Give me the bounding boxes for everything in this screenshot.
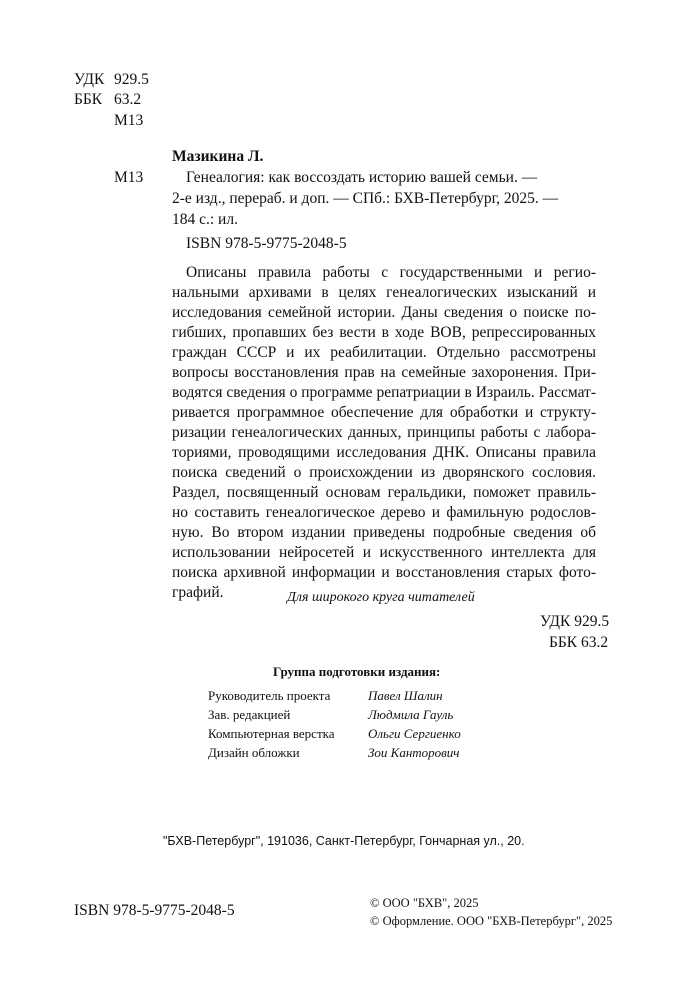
udk-right: УДК 929.5 (540, 613, 610, 630)
annotation-line: водятся сведения о программе репатриации в Израиль. Рассмат- (172, 384, 596, 401)
udk-label: УДК (74, 71, 105, 88)
record-title-line: Генеалогия: как воссоздать историю вашей семьи. — (186, 169, 538, 186)
annotation-line: ризации генеалогических данных, принципы работы с лабора- (172, 424, 596, 441)
bbk-label: ББК (74, 91, 103, 108)
annotation (172, 263, 596, 603)
team-name: Ольги Сергиенко (368, 726, 461, 741)
copyright-design: © Оформление. ООО "БХВ-Петербург", 2025 (370, 914, 613, 928)
annotation-line: поиска сведений о происхождении из дворянского сословия. (172, 464, 596, 481)
team-role: Зав. редакцией (208, 707, 291, 722)
udk-value: 929.5 (114, 71, 149, 88)
team-role: Дизайн обложки (208, 745, 300, 760)
record-pages-line: 184 с.: ил. (172, 211, 238, 228)
audience-note: Для широкого круга читателей (287, 590, 475, 605)
annotation-line: поиска архивной информации и восстановления старых фото- (172, 564, 596, 581)
author-mark-top: М13 (114, 112, 144, 129)
classification-bbk (74, 90, 141, 110)
team-role: Компьютерная верстка (208, 726, 335, 741)
copyright-bhv: © ООО "БХВ", 2025 (370, 896, 479, 910)
annotation-line: но составить генеалогическое дерево и фамильную родослов- (172, 504, 596, 521)
annotation-line: Описаны правила работы с государственными и регио- (186, 264, 596, 281)
footer-isbn: ISBN 978-5-9775-2048-5 (74, 902, 235, 919)
annotation-line: исследования семейной истории. Даны сведения о поиске по- (172, 304, 596, 321)
team-name: Зои Канторович (368, 745, 460, 760)
bbk-right: ББК 63.2 (549, 634, 609, 651)
team-heading: Группа подготовки издания: (273, 664, 441, 679)
annotation-line: нальными архивами в целях генеалогических изысканий и (172, 284, 596, 301)
record-isbn: ISBN 978-5-9775-2048-5 (186, 235, 347, 252)
annotation-line: граждан СССР и их реабилитации. Отдельно рассмотрены (172, 344, 596, 361)
author-mark-record: М13 (114, 169, 144, 186)
annotation-line: вопросы восстановления прав на семейные захоронения. При- (172, 364, 596, 381)
annotation-line: использовании нейросетей и искусственного интеллекта для (172, 544, 596, 561)
team-name: Людмила Гауль (368, 707, 454, 722)
record-edition-line: 2-е изд., перераб. и доп. — СПб.: БХВ-Петербург, 2025. — (172, 190, 559, 207)
annotation-line: ную. Во втором издании приведены подробные сведения об (172, 524, 596, 541)
annotation-line: Раздел, посвященный основам геральдики, поможет правиль- (172, 484, 596, 501)
annotation-line: графий. (172, 584, 224, 601)
annotation-line: гибших, пропавших без вести в ходе ВОВ, репрессированных (172, 324, 596, 341)
team-name: Павел Шалин (368, 688, 443, 703)
classification-udk (74, 70, 149, 90)
publisher-address: "БХВ-Петербург", 191036, Санкт-Петербург, Гончарная ул., 20. (163, 834, 525, 848)
author-name: Мазикина Л. (172, 148, 264, 165)
annotation-line: ривается программное обеспечение для обработки и структу- (172, 404, 596, 421)
team-role: Руководитель проекта (208, 688, 331, 703)
annotation-line: ториями, проводящими исследования ДНК. Описаны правила (172, 444, 596, 461)
bbk-value: 63.2 (114, 91, 142, 108)
